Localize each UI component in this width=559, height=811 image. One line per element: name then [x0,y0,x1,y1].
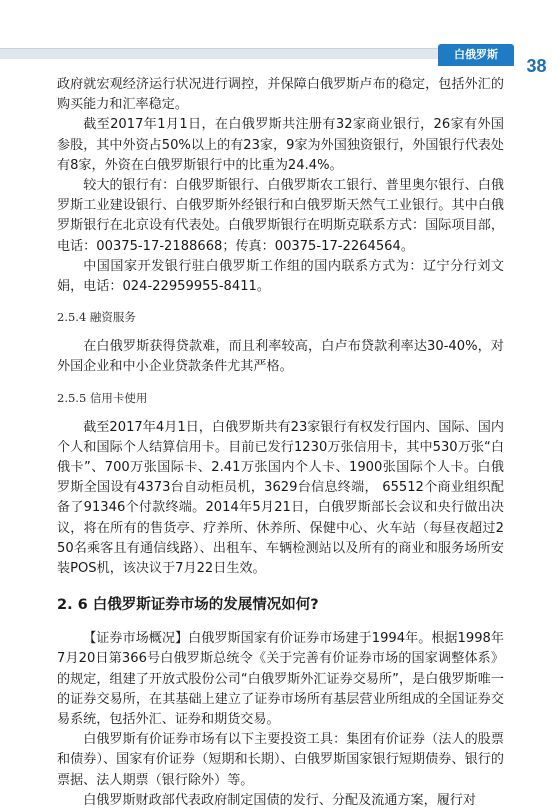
section-heading-securities: 2. 6 白俄罗斯证券市场的发展情况如何? [57,597,319,614]
paragraph-intro: 政府就宏观经济运行状况进行调控，并保障白俄罗斯卢布的稳定，包括外汇的购买能力和汇率稳定。 [57,77,504,113]
paragraph-credit-card: 截至2017年4月1日，白俄罗斯共有23家银行有权发行国内、国际、国内个人和国际个人结算信用卡。目前已发行1230万张信用卡，其中530万张“白俄卡”、700万张国际卡、2.41万张国内个人卡、1900张国际个人卡。白俄罗斯全国设有4373台自动柜员机，3629台信息终端， 65512个商业组织配备了91346个付款终端。2014年5月21日，白俄罗斯部长会议和央行做出决议，将在所有的售货亭、疗养所、休养所、保健中心、火车站（每昼夜超过250名乘客且有通信线路）、出租车、车辆检测站以及所有的商业和服务场所安装POS机，该决议于7月22日生效。 [57,419,504,577]
paragraph-cdb-contact: 中国国家开发银行驻白俄罗斯工作组的国内联系方式为：辽宁分行刘文娟，电话：024-22959955-8411。 [57,258,504,295]
paragraph-investment-tools: 白俄罗斯有价证券市场有以下主要投资工具：集团有价证券（法人的股票和债券）、国家有价证券（短期和长期）、白俄罗斯国家银行短期债券、银行的票据、法人期票（银行除外）等。 [57,732,504,788]
paragraph-securities-overview: 【证券市场概况】白俄罗斯国家有价证券市场建于1994年。根据1998年7月20日第366号白俄罗斯总统令《关于完善有价证券市场的国家调整体系》的规定，组建了开放式股份公司“白俄罗斯外汇证券交易所”，是白俄罗斯唯一的证券交易所，在其基础上建立了证券市场所有基层营业所组成的全国证券交易系统，包括外汇、证券和期货交易。 [57,631,504,728]
page-body [57,75,504,811]
paragraph-major-banks: 较大的银行有：白俄罗斯银行、白俄罗斯农工银行、普里奥尔银行、白俄罗斯工业建设银行、白俄罗斯外经银行和白俄罗斯天然气工业银行。其中白俄罗斯银行在北京设有代表处。白俄罗斯银行在明斯克联系方式：国际项目部，电话：00375-17-2188668；传真：00375-17-2264564。 [57,178,504,254]
subheading-credit-card: 2.5.5 信用卡使用 [57,390,148,405]
paragraph-ministry-finance: 白俄罗斯财政部代表政府制定国债的发行、分配及流通方案，履行对 [83,792,476,808]
subheading-financing: 2.5.4 融资服务 [57,310,136,325]
chapter-tab: 白俄罗斯 [438,44,514,66]
page-number: 38 [526,56,547,76]
paragraph-bank-count: 截至2017年1月1日，在白俄罗斯共注册有32家商业银行，26家有外国参股，其中外资占50%以上的有23家，9家为外国独资银行，外国银行代表处有8家，外资在白俄罗斯银行中的比重为24.4%。 [57,117,504,173]
paragraph-financing: 在白俄罗斯获得贷款难，而且利率较高，白卢布贷款利率达30-40%，对外国企业和中小企业贷款条件尤其严格。 [57,339,504,375]
header-band [0,48,474,59]
